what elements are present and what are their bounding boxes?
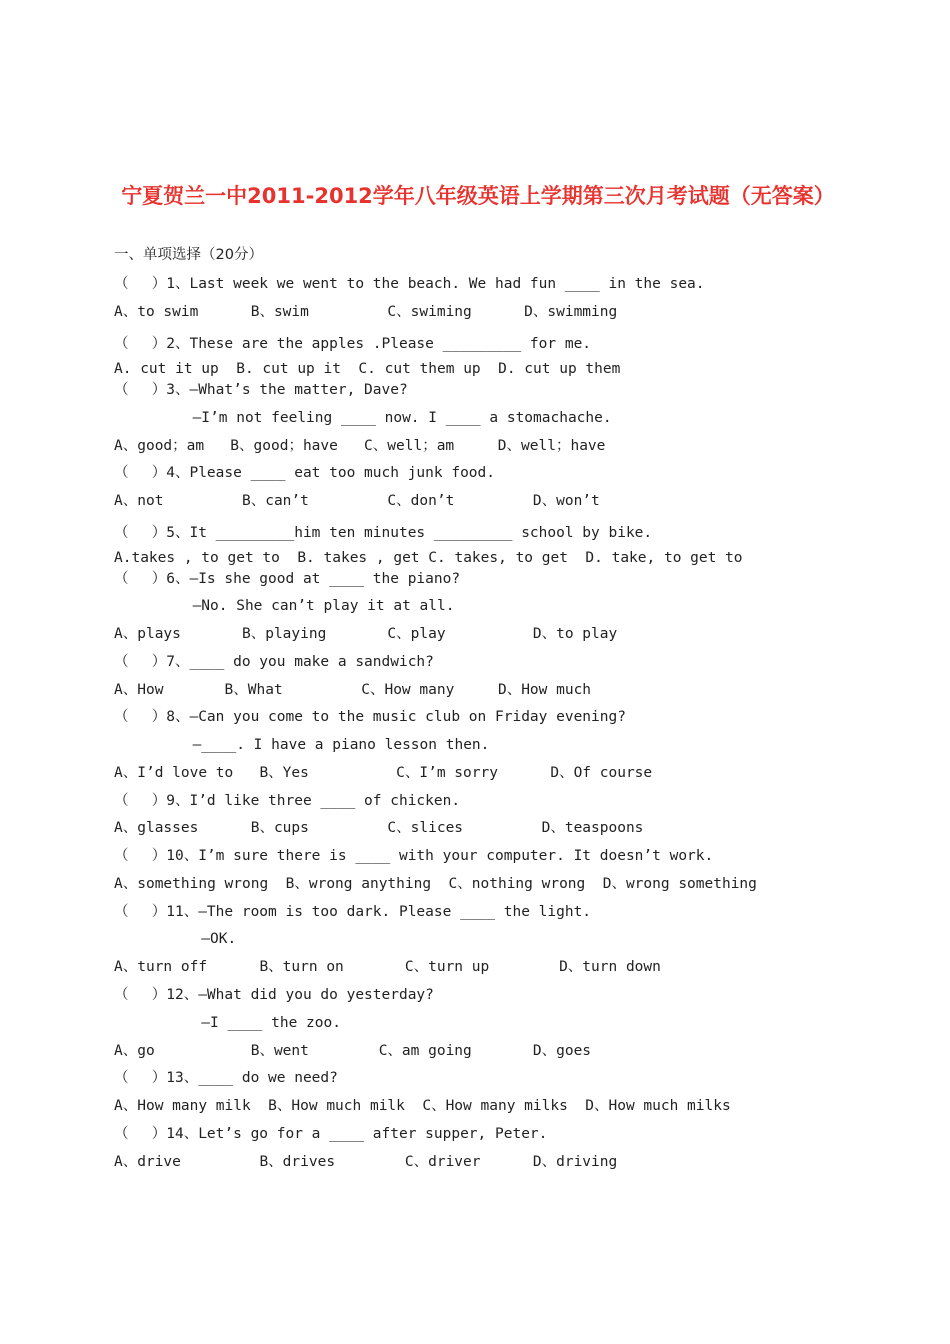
question-11: （ ）11、—The room is too dark. Please ____ the light. bbox=[114, 904, 592, 920]
options-3: A、good；am B、good；have C、well；am D、well；have bbox=[114, 438, 606, 454]
question-9: （ ）9、I’d like three ____ of chicken. bbox=[114, 793, 461, 809]
options-2: A. cut it up B. cut up it C. cut them up D. cut up them bbox=[114, 361, 621, 377]
question-12: （ ）12、—What did you do yesterday? bbox=[114, 987, 434, 1003]
question-3-reply: —I’m not feeling ____ now. I ____ a stomachache. bbox=[114, 410, 612, 426]
options-13: A、How many milk B、How much milk C、How many milks D、How much milks bbox=[114, 1098, 731, 1114]
question-6-reply: —No. She can’t play it at all. bbox=[114, 598, 455, 614]
question-4: （ ）4、Please ____ eat too much junk food. bbox=[114, 465, 495, 481]
question-10: （ ）10、I’m sure there is ____ with your computer. It doesn’t work. bbox=[114, 848, 714, 864]
question-8: （ ）8、—Can you come to the music club on Friday evening? bbox=[114, 709, 626, 725]
question-11-reply: —OK. bbox=[114, 931, 237, 947]
options-4: A、not B、can’t C、don’t D、won’t bbox=[114, 493, 600, 509]
question-2: （ ）2、These are the apples .Please _________ for me. bbox=[114, 336, 592, 352]
options-6: A、plays B、playing C、play D、to play bbox=[114, 626, 618, 642]
options-9: A、glasses B、cups C、slices D、teaspoons bbox=[114, 820, 644, 836]
section-heading: 一、单项选择（20分） bbox=[114, 247, 263, 263]
options-5: A.takes , to get to B. takes , get C. takes, to get D. take, to get to bbox=[114, 550, 743, 566]
question-8-reply: —____. I have a piano lesson then. bbox=[114, 737, 490, 753]
question-3: （ ）3、—What’s the matter, Dave? bbox=[114, 382, 408, 398]
options-1: A、to swim B、swim C、swiming D、swimming bbox=[114, 304, 618, 320]
page-title: 宁夏贺兰一中2011-2012学年八年级英语上学期第三次月考试题（无答案） bbox=[121, 184, 835, 208]
question-14: （ ）14、Let’s go for a ____ after supper, Peter. bbox=[114, 1126, 548, 1142]
options-7: A、How B、What C、How many D、How much bbox=[114, 682, 592, 698]
question-7: （ ）7、____ do you make a sandwich? bbox=[114, 654, 434, 670]
options-11: A、turn off B、turn on C、turn up D、turn down bbox=[114, 959, 661, 975]
question-12-reply: —I ____ the zoo. bbox=[114, 1015, 341, 1031]
question-13: （ ）13、____ do we need? bbox=[114, 1070, 338, 1086]
options-8: A、I’d love to B、Yes C、I’m sorry D、Of course bbox=[114, 765, 653, 781]
options-12: A、go B、went C、am going D、goes bbox=[114, 1043, 592, 1059]
question-5: （ ）5、It _________him ten minutes _________ school by bike. bbox=[114, 525, 653, 541]
options-10: A、something wrong B、wrong anything C、nothing wrong D、wrong something bbox=[114, 876, 757, 892]
question-1: （ ）1、Last week we went to the beach. We had fun ____ in the sea. bbox=[114, 276, 705, 292]
options-14: A、drive B、drives C、driver D、driving bbox=[114, 1154, 618, 1170]
question-6: （ ）6、—Is she good at ____ the piano? bbox=[114, 571, 461, 587]
